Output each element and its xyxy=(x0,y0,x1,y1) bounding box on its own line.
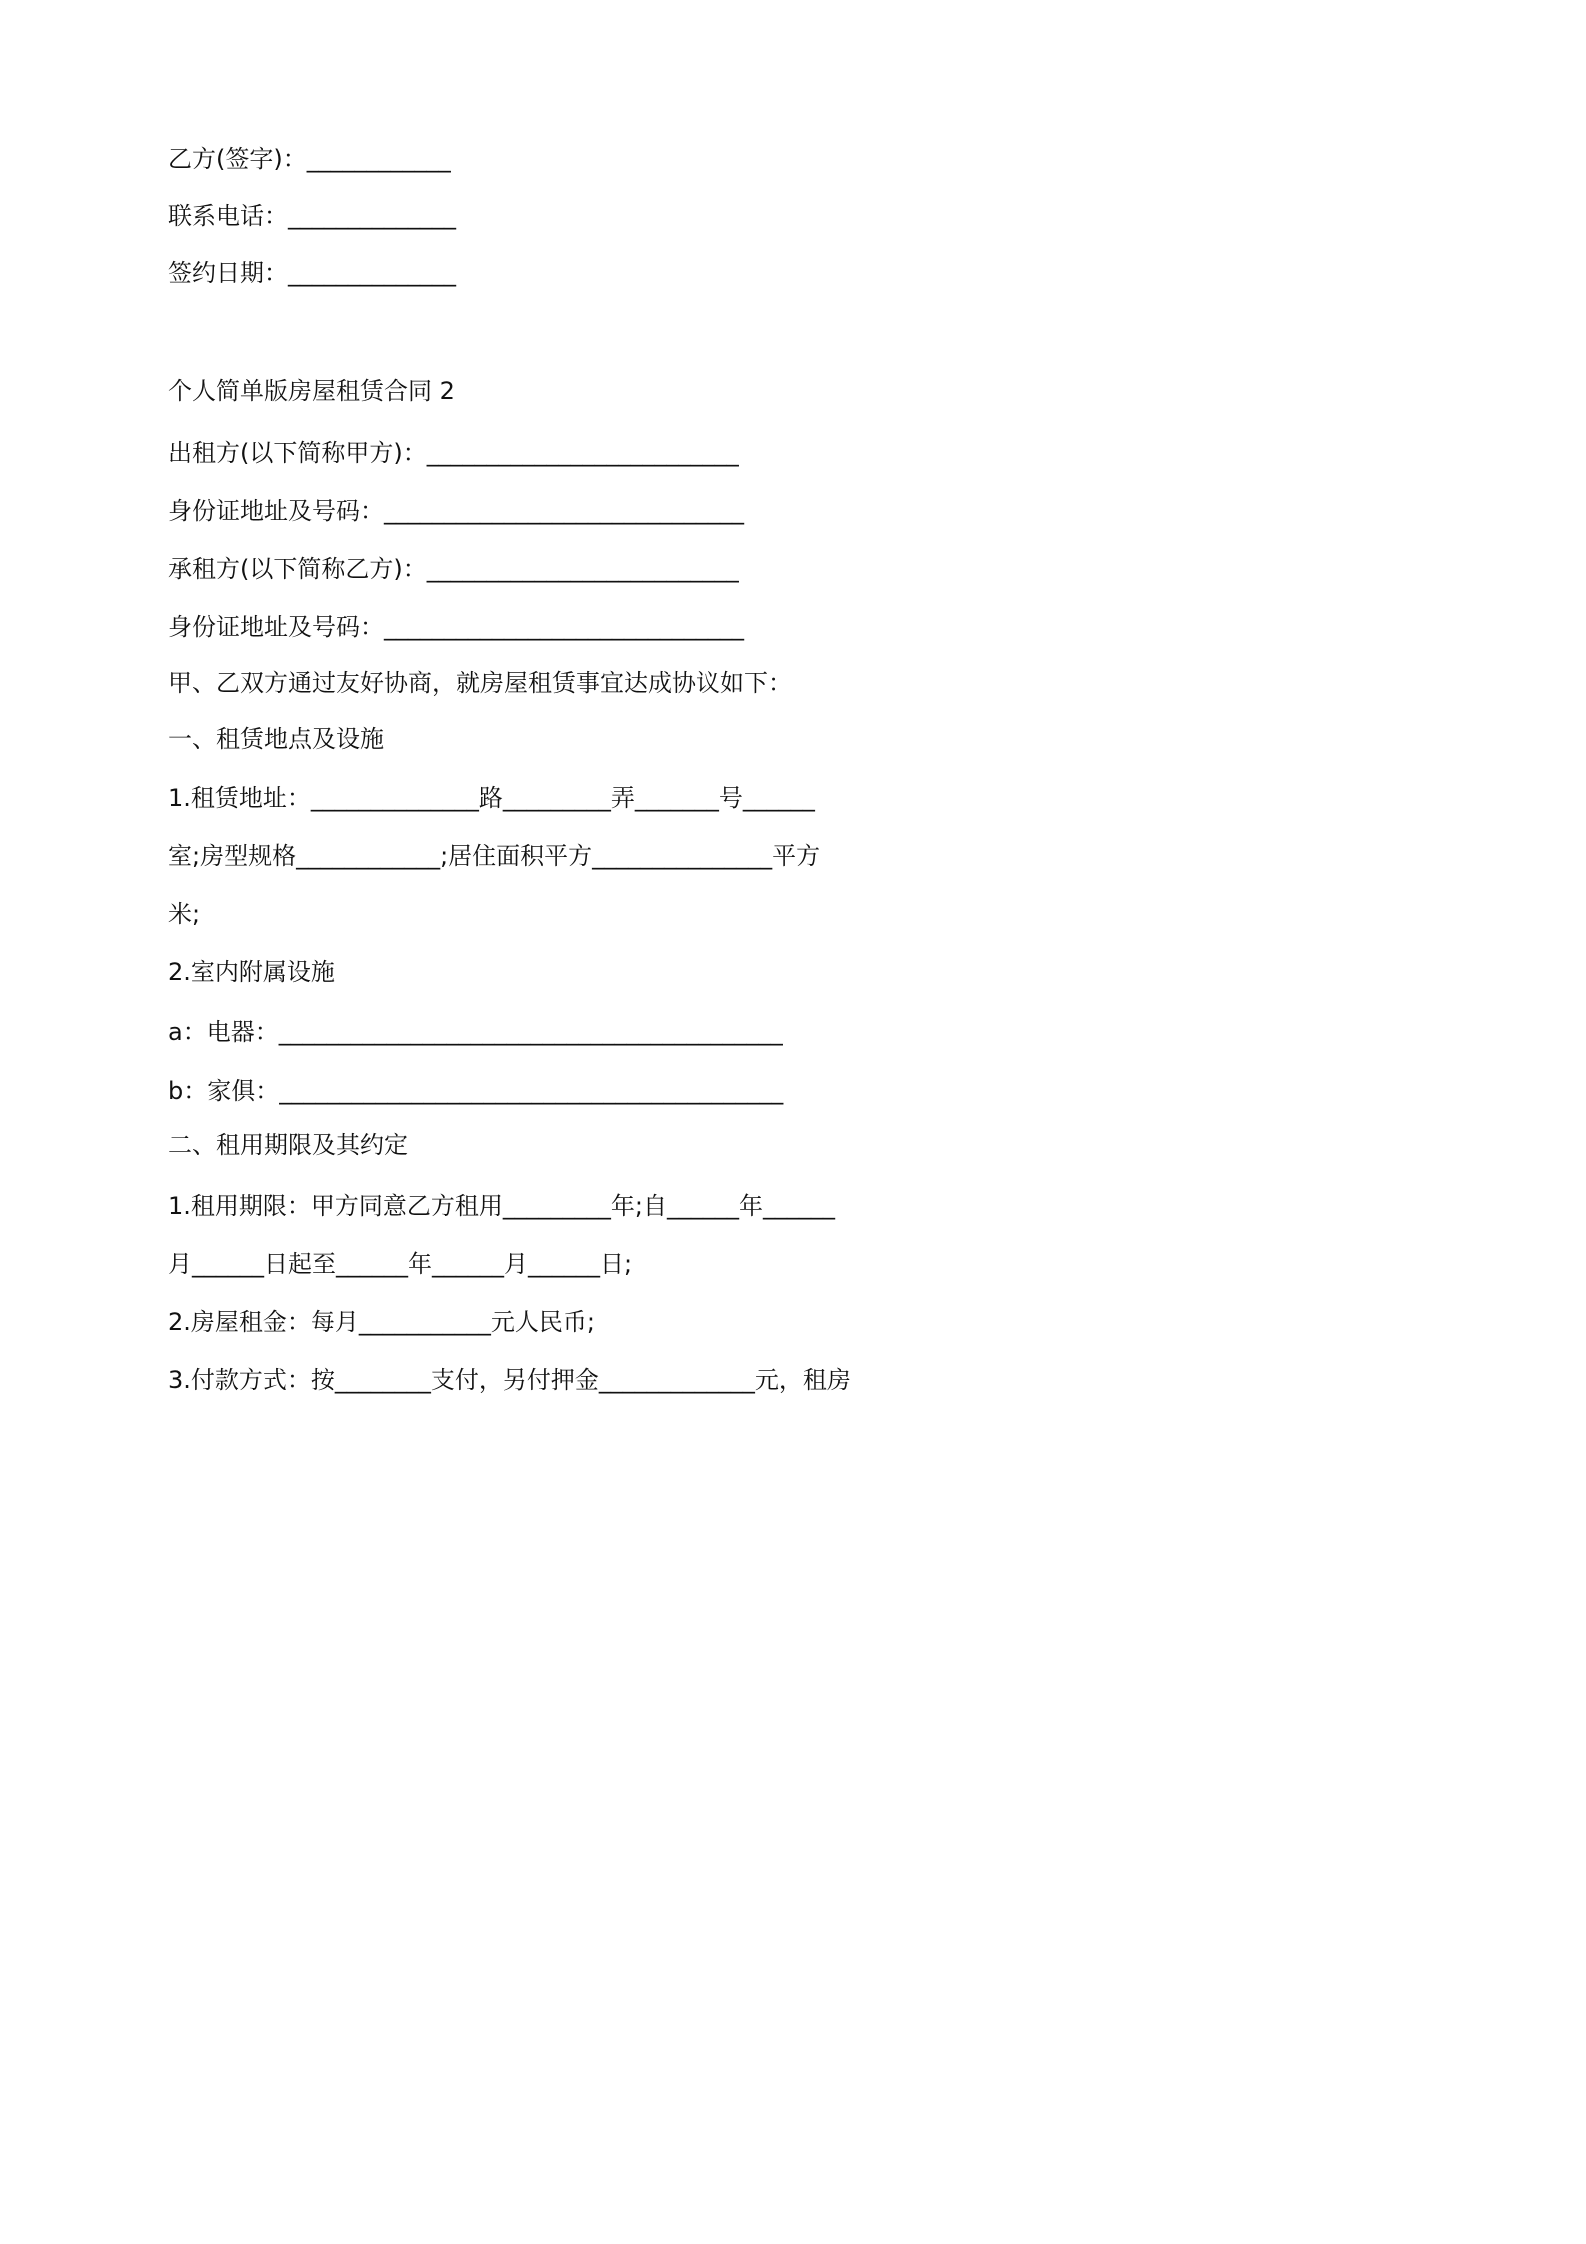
appliances-line: a：电器：__________________________________________ xyxy=(168,1018,783,1046)
lessor-id-line: 身份证地址及号码：______________________________ xyxy=(168,497,744,525)
lessee-id-line: 身份证地址及号码：______________________________ xyxy=(168,613,744,641)
contact-phone-line: 联系电话：______________ xyxy=(168,202,456,230)
lease-term-line: 1.租用期限：甲方同意乙方租用_________年;自______年______ xyxy=(168,1192,835,1220)
lessor-line: 出租方(以下简称甲方)：__________________________ xyxy=(168,439,739,467)
section-heading-1: 一、租赁地点及设施 xyxy=(168,725,384,753)
rent-line: 2.房屋租金：每月___________元人民币; xyxy=(168,1308,595,1336)
furniture-line: b：家俱：__________________________________________ xyxy=(168,1077,784,1105)
rental-address-line-cont: 室;房型规格____________;居住面积平方_______________平方 xyxy=(168,842,821,870)
section-heading-2: 二、租用期限及其约定 xyxy=(168,1131,408,1159)
party-b-signature-line: 乙方(签字)：____________ xyxy=(168,145,451,173)
rental-address-line-end: 米; xyxy=(168,900,201,928)
lease-term-line-cont: 月______日起至______年______月______日; xyxy=(168,1250,633,1278)
agreement-intro: 甲、乙双方通过友好协商，就房屋租赁事宜达成协议如下： xyxy=(168,669,792,697)
facilities-heading: 2.室内附属设施 xyxy=(168,958,335,986)
contract-title: 个人简单版房屋租赁合同 2 xyxy=(168,377,455,405)
lessee-line: 承租方(以下简称乙方)：__________________________ xyxy=(168,555,739,583)
signing-date-line: 签约日期：______________ xyxy=(168,259,456,287)
payment-method-line: 3.付款方式：按________支付，另付押金_____________元，租房 xyxy=(168,1366,851,1394)
rental-address-line: 1.租赁地址：______________路_________弄_______号______ xyxy=(168,784,815,812)
